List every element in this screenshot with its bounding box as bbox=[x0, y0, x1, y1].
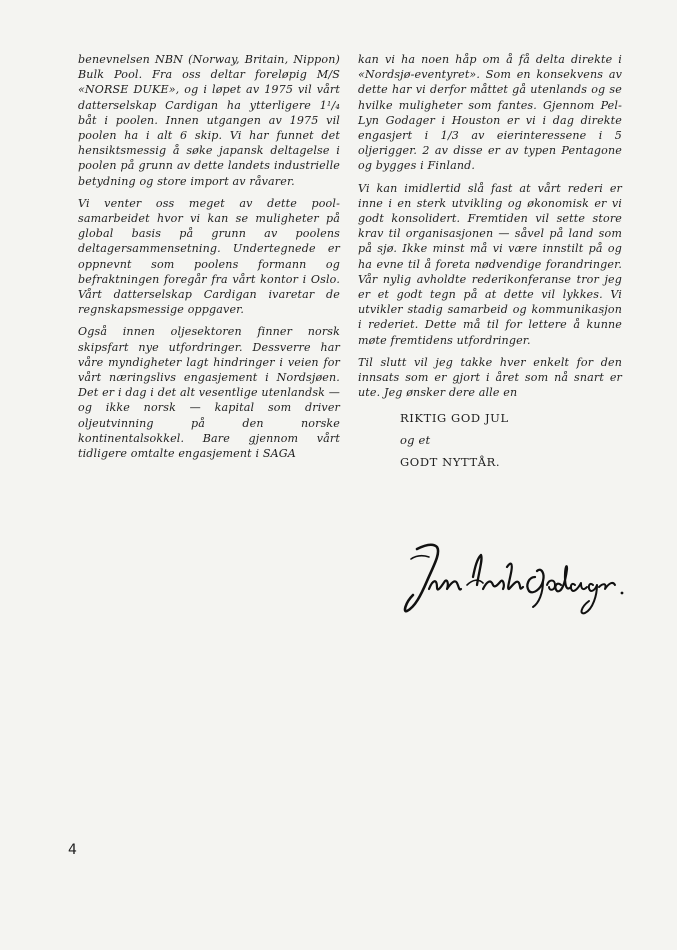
right-column bbox=[358, 52, 622, 473]
closing-greeting bbox=[400, 407, 622, 473]
paragraph: kan vi ha noen håp om å få delta direkte i «Nordsjø-eventyret». Som en konsekvens av dette har vi derfor måttet gå utenlands og se hvilke muligheter som fantes. Gjennom Pel-Lyn Godager i Houston er vi i dag direkte engasjert i 1/3 av eierinteressene i 5 oljerigger. 2 av disse er av typen Pentagone og bygges i Finland. bbox=[358, 53, 622, 173]
greeting-line: RIKTIG GOD JUL bbox=[400, 411, 509, 426]
page-number: 4 bbox=[68, 842, 77, 858]
paragraph: Også innen oljesektoren finner norsk skipsfart nye utfordringer. Dessverre har våre myndigheter lagt hindringer i veien for vårt næringslivs engasjement i Nordsjøen. Det er i dag i det alt vesentlige utenlandsk — og ikke norsk — kapital som driver oljeutvinning på den norske kontinentalsokkel. Bare gjennom vårt tidligere omtalte engasjement i SAGA bbox=[78, 325, 340, 461]
paragraph: Vi venter oss meget av dette pool-samarbeidet hvor vi kan se muligheter på global basis på grunn av poolens deltagersammensetning. Undertegnede er oppnevnt som poolens formann og befraktningen foregår fra vårt kontor i Oslo. Vårt datterselskap Cardigan ivaretar de regnskapsmessige oppgaver. bbox=[78, 196, 340, 317]
left-column bbox=[78, 52, 340, 468]
paragraph: Vi kan imidlertid slå fast at vårt rederi er inne i en sterk utvikling og økonomisk er vi godt konsolidert. Fremtiden vil sette store krav til organisasjonen — såvel på land som på sjø. Ikke minst må vi være innstilt på og ha evne til å foreta nødvendige forandringer. Vår nylig avholdte rederikonferanse tror jeg er et godt tegn på at dette vil lykkes. Vi utvikler stadig samarbeid og kommunikasjon i rederiet. Dette må til for lettere å kunne møte fremtidens utfordringer. bbox=[358, 181, 622, 347]
handwritten-signature bbox=[403, 537, 633, 627]
greeting-line: og et bbox=[400, 433, 431, 448]
paragraph: benevnelsen NBN (Norway, Britain, Nippon) Bulk Pool. Fra oss deltar foreløpig M/S «NORSE DUKE», og i løpet av 1975 vil vårt datterselskap Cardigan ha ytterligere 1¹/₄ båt i poolen. Innen utgangen av 1975 vil poolen ha i alt 6 skip. Vi har funnet det hensiktsmessig å søke japansk deltagelse i poolen på grunn av dette landets industrielle betydning og store import av råvarer. bbox=[78, 53, 340, 188]
greeting-line: GODT NYTTÅR. bbox=[400, 455, 501, 470]
paragraph: Til slutt vil jeg takke hver enkelt for den innsats som er gjort i året som nå snart er ute. Jeg ønsker dere alle en bbox=[358, 355, 622, 400]
